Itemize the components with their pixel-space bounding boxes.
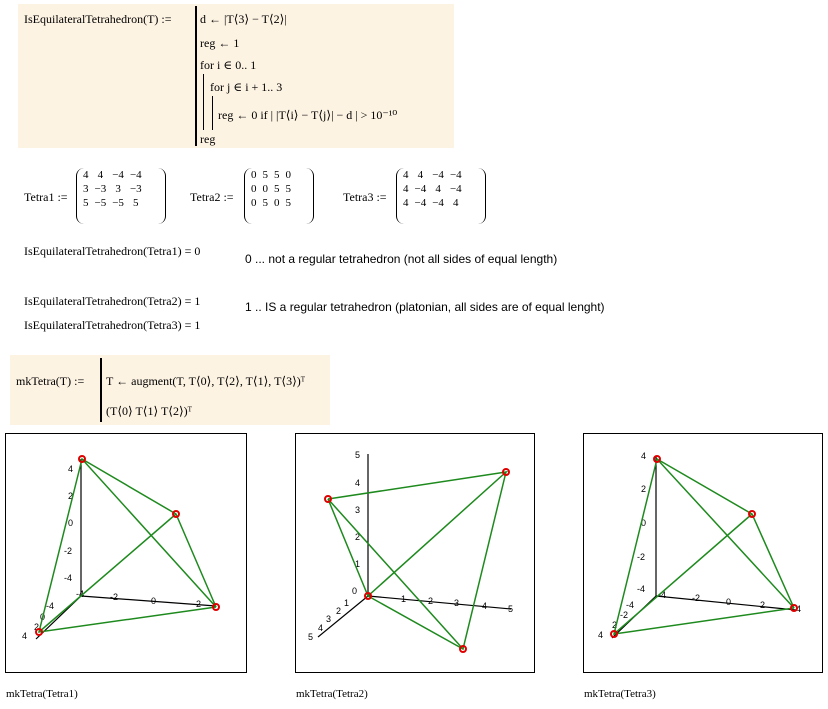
cell: 4: [435, 183, 441, 195]
x-axis: [368, 596, 511, 609]
cell: −5: [94, 197, 107, 209]
y-tick: -4: [626, 600, 635, 610]
cell: −3: [94, 183, 107, 195]
z-tick: 2: [68, 491, 74, 501]
tetra1-matrix: [76, 168, 166, 226]
edge: [368, 596, 463, 649]
cell: −4: [414, 197, 427, 209]
plot-3-svg: [584, 434, 822, 672]
cell: −4: [414, 183, 427, 195]
tetra2-label: Tetra2 :=: [190, 190, 234, 204]
tetra2-matrix: [244, 168, 314, 226]
y-tick: 2: [34, 622, 40, 632]
plot-2-svg: [296, 434, 534, 672]
x-tick: 2: [428, 596, 434, 606]
plot-1-svg: [6, 434, 246, 672]
inner-for-bar: [212, 96, 213, 130]
z-tick: 4: [355, 478, 361, 488]
result-1-note: 0 ... not a regular tetrahedron (not all sides of equal length): [245, 252, 558, 266]
program-bar: [195, 6, 197, 146]
result-1-expr: IsEquilateralTetrahedron(Tetra1) = 0: [24, 244, 201, 258]
cell: 0: [274, 197, 280, 209]
z-tick: -2: [64, 546, 73, 556]
for-bar: [203, 74, 204, 130]
cell: 5: [274, 183, 280, 195]
func1-line-4: for j ∈ i + 1.. 3: [210, 80, 283, 94]
y-tick: 4: [318, 623, 324, 633]
y-tick: 0: [40, 612, 46, 622]
plot-3-caption: mkTetra(Tetra3): [584, 688, 656, 700]
func1-line-5: reg ← 0 if | |T⟨i⟩ − T⟨j⟩| − d | > 10⁻¹⁰: [218, 108, 398, 122]
right-paren: [305, 168, 314, 224]
x-tick: -2: [692, 593, 701, 603]
tetra3-matrix: [396, 168, 486, 226]
func2-def-label: mkTetra(T) :=: [16, 374, 85, 388]
x-tick: 0: [151, 596, 157, 606]
func1-def-label: IsEquilateralTetrahedron(T) :=: [24, 12, 172, 26]
func1-line-3: for i ∈ 0.. 1: [200, 58, 257, 72]
plot-2[interactable]: [295, 433, 535, 673]
x-tick: 0: [726, 597, 732, 607]
cell: 5: [285, 183, 291, 195]
edge: [39, 514, 176, 632]
cell: 0: [262, 183, 268, 195]
cell: −4: [432, 169, 444, 181]
cell: −4: [449, 183, 462, 195]
right-paren: [477, 168, 486, 224]
cell: 5: [274, 169, 280, 181]
plot-2-caption: mkTetra(Tetra2): [296, 688, 368, 700]
cell: 4: [83, 169, 89, 181]
x-tick: 4: [796, 604, 802, 614]
z-tick: 3: [355, 505, 361, 515]
cell: 4: [97, 169, 104, 181]
y-tick: 5: [308, 632, 314, 642]
plot-3[interactable]: [583, 433, 823, 673]
y-tick: 2: [612, 620, 618, 630]
cell: 5: [285, 197, 291, 209]
cell: 4: [403, 197, 409, 209]
z-tick: 4: [68, 464, 74, 474]
cell: 0: [251, 169, 257, 181]
z-tick: 0: [68, 518, 74, 528]
x-tick: -2: [110, 592, 119, 602]
cell: 5: [262, 197, 268, 209]
func1-line-1: d ← |T⟨3⟩ − T⟨2⟩|: [200, 12, 287, 26]
z-tick: -2: [637, 552, 646, 562]
z-tick: -4: [64, 573, 73, 583]
func1-line-6: reg: [200, 132, 216, 146]
cell: 4: [403, 169, 409, 181]
program-bar-2: [100, 358, 102, 422]
matrix-table: [248, 168, 294, 210]
y-tick: -2: [620, 610, 629, 620]
cell: 3: [83, 183, 89, 195]
plot-1-caption: mkTetra(Tetra1): [6, 688, 78, 700]
z-tick: 2: [355, 532, 361, 542]
cell: 4: [453, 197, 459, 209]
func1-line-2: reg ← 1: [200, 36, 240, 50]
cell: −3: [129, 183, 142, 195]
x-tick: 1: [401, 594, 407, 604]
y-tick: 3: [326, 614, 332, 624]
cell: −4: [432, 197, 444, 209]
matrix-table: [400, 168, 465, 210]
cell: 5: [262, 169, 268, 181]
tetra1-label: Tetra1 :=: [24, 190, 68, 204]
cell: 0: [251, 197, 257, 209]
z-tick: 1: [355, 559, 361, 569]
cell: −4: [129, 169, 142, 181]
z-tick: -4: [637, 584, 646, 594]
result-3-expr: IsEquilateralTetrahedron(Tetra3) = 1: [24, 318, 201, 332]
y-tick: 1: [344, 598, 350, 608]
func2-line-2: (T⟨0⟩ T⟨1⟩ T⟨2⟩)ᵀ: [106, 404, 192, 418]
cell: 3: [115, 183, 121, 195]
x-tick: 4: [482, 601, 488, 611]
matrix-table: [80, 168, 145, 210]
x-tick: 2: [760, 600, 766, 610]
y-tick: 4: [598, 630, 604, 640]
right-paren: [157, 168, 166, 224]
func2-line-1: T ← augment(T, T⟨0⟩, T⟨2⟩, T⟨1⟩, T⟨3⟩)ᵀ: [106, 374, 306, 388]
z-tick: 5: [355, 450, 361, 460]
result-2-expr: IsEquilateralTetrahedron(Tetra2) = 1: [24, 294, 201, 308]
y-tick: 4: [22, 631, 28, 641]
x-tick: -4: [658, 590, 667, 600]
y-tick: -4: [46, 601, 55, 611]
cell: −5: [112, 197, 124, 209]
plot-1[interactable]: [5, 433, 247, 673]
z-tick: 4: [641, 451, 647, 461]
edge: [614, 514, 752, 634]
cell: 5: [133, 197, 139, 209]
x-tick: 3: [454, 598, 460, 608]
x-tick: -4: [76, 589, 85, 599]
x-tick: 2: [196, 599, 202, 609]
tetra3-label: Tetra3 :=: [343, 190, 387, 204]
z-tick: 2: [641, 484, 647, 494]
cell: 0: [285, 169, 291, 181]
z-tick: 0: [641, 518, 647, 528]
y-tick: 2: [336, 606, 342, 616]
cell: −4: [449, 169, 462, 181]
cell: 4: [417, 169, 424, 181]
cell: 4: [403, 183, 409, 195]
result-2-note: 1 .. IS a regular tetrahedron (platonian, all sides are of equal lenght): [245, 300, 605, 314]
x-tick: 5: [508, 604, 514, 614]
cell: −4: [112, 169, 124, 181]
vertices: [611, 456, 797, 637]
cell: 0: [251, 183, 257, 195]
cell: 5: [83, 197, 89, 209]
z-tick: 0: [352, 586, 358, 596]
